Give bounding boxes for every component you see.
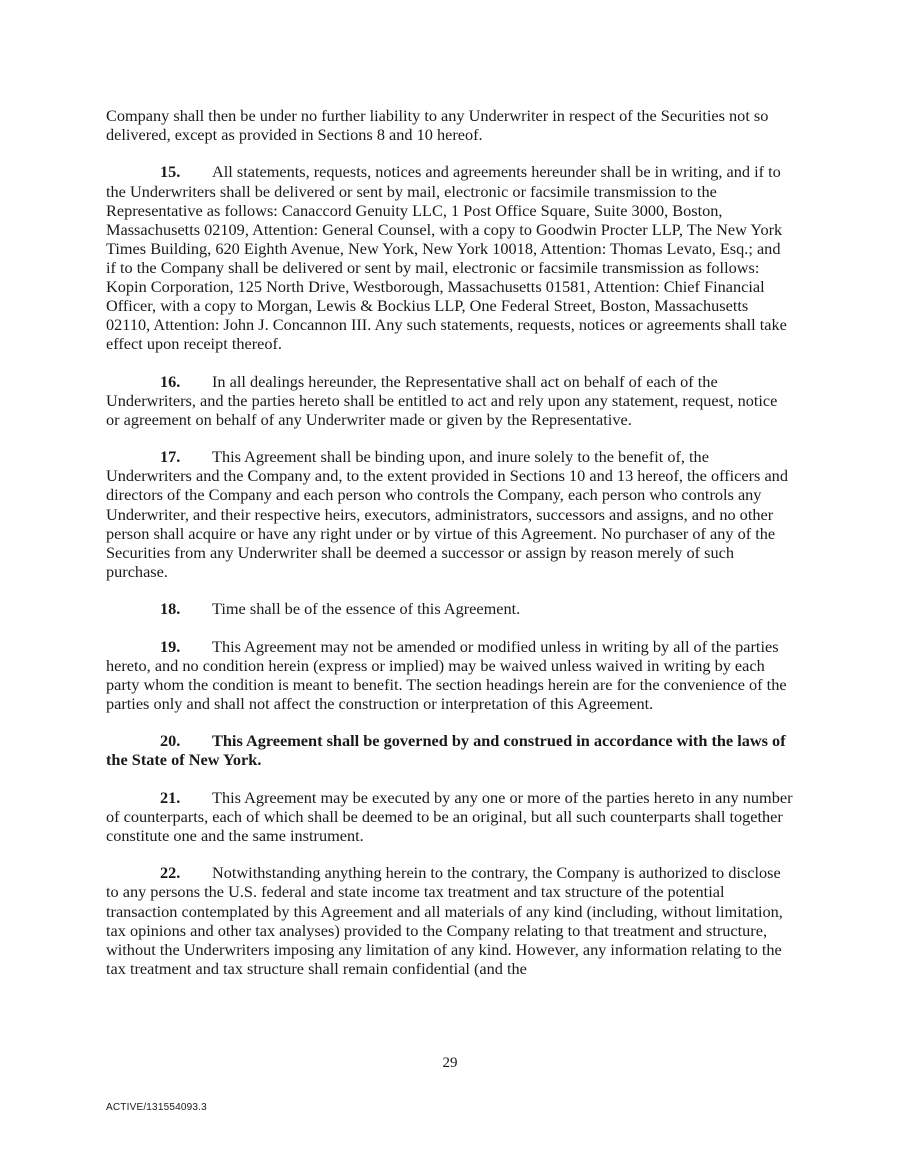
section-20 <box>106 731 794 769</box>
section-text: This Agreement may not be amended or modified unless in writing by all of the parties hereto, and no condition herein (express or implied) may be waived unless waived in writing by each party whom the condition is meant to benefit. The section headings herein are for the convenience of the parties only and shall not affect the construction or interpretation of this Agreement. <box>106 636 787 713</box>
section-19 <box>106 637 794 713</box>
section-text: This Agreement shall be governed by and construed in accordance with the laws of the State of New York. <box>106 731 786 770</box>
section-number: 16. <box>160 371 181 391</box>
page-number: 29 <box>442 1055 458 1071</box>
document-body <box>106 106 794 996</box>
section-21 <box>106 788 794 845</box>
section-number: 19. <box>160 636 181 656</box>
section-number: 15. <box>160 162 181 182</box>
section-18 <box>106 599 794 618</box>
section-number: 21. <box>160 787 181 807</box>
document-id: ACTIVE/131554093.3 <box>106 1102 207 1113</box>
section-text: All statements, requests, notices and agreements hereunder shall be in writing, and if to the Underwriters shall be delivered or sent by mail, electronic or facsimile transmission to the Representative as follows: Canaccord Genuity LLC, 1 Post Office Square, Suite 3000, Boston, Massachusetts 02109, Attention: General Counsel, with a copy to Goodwin Procter LLP, The New York Times Building, 620 Eighth Avenue, New York, New York 10018, Attention: Thomas Levato, Esq.; and if to the Company shall be delivered or sent by mail, electronic or facsimile transmission as follows: Kopin Corporation, 125 North Drive, Westborough, Massachusetts 01581, Attention: Chief Financial Officer, with a copy to Morgan, Lewis & Bockius LLP, One Federal Street, Boston, Massachusetts 02110, Attention: John J. Concannon III. Any such statements, requests, notices or agreements shall take effect upon receipt thereof. <box>106 162 787 354</box>
section-number: 20. <box>160 731 181 751</box>
section-22 <box>106 863 794 978</box>
section-text: Notwithstanding anything herein to the contrary, the Company is authorized to disclose to any persons the U.S. federal and state income tax treatment and tax structure of the potential transaction contemplated by this Agreement and all materials of any kind (including, without limitation, tax opinions and other tax analyses) provided to the Company relating to that treatment and structure, without the Underwriters imposing any limitation of any kind. However, any information relating to the tax treatment and tax structure shall remain confidential (and the <box>106 863 783 978</box>
section-text: In all dealings hereunder, the Representative shall act on behalf of each of the Underwriters, and the parties hereto shall be entitled to act and rely upon any statement, request, notice or agreement on behalf of any Underwriter made or given by the Representative. <box>106 371 778 429</box>
section-number: 17. <box>160 447 181 467</box>
section-text: Time shall be of the essence of this Agreement. <box>212 599 521 619</box>
section-17 <box>106 447 794 581</box>
section-text: This Agreement shall be binding upon, and inure solely to the benefit of, the Underwriters and the Company and, to the extent provided in Sections 10 and 13 hereof, the officers and directors of the Company and each person who controls the Company, each person who controls any Underwriter, and their respective heirs, executors, administrators, successors and assigns, and no other person shall acquire or have any right under or by virtue of this Agreement. No purchaser of any of the Securities from any Underwriter shall be deemed a successor or assign by reason merely of such purchase. <box>106 447 788 581</box>
section-number: 22. <box>160 863 181 883</box>
section-text: This Agreement may be executed by any one or more of the parties hereto in any number of counterparts, each of which shall be deemed to be an original, but all such counterparts shall together constitute one and the same instrument. <box>106 787 793 845</box>
section-15 <box>106 162 794 353</box>
section-number: 18. <box>160 599 181 619</box>
continuation-paragraph: Company shall then be under no further liability to any Underwriter in respect of the Securities not so delivered, except as provided in Sections 8 and 10 hereof. <box>106 106 769 145</box>
section-16 <box>106 372 794 429</box>
